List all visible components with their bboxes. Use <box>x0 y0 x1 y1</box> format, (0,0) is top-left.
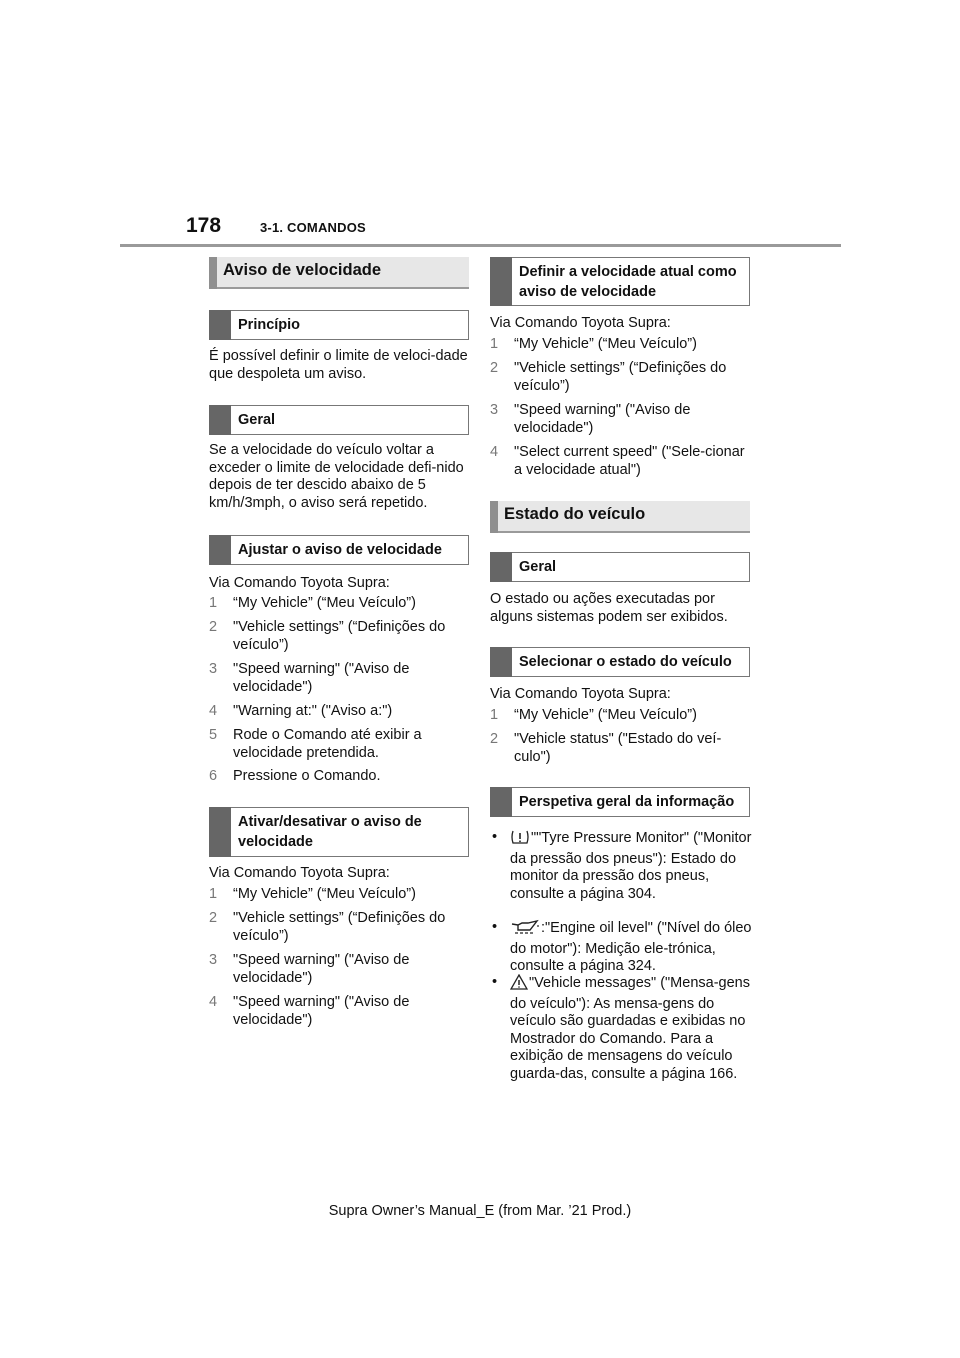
bullet: • <box>492 829 498 845</box>
step-text: "Speed warning" ("Aviso de velocidade") <box>233 994 410 1028</box>
subsection-geral: Geral <box>490 552 750 582</box>
via-text: Via Comando Toyota Supra: <box>209 865 390 881</box>
step-text: "Vehicle settings” (“Definições do veículo”) <box>233 619 446 653</box>
list-item <box>490 336 752 354</box>
oil-can-icon <box>510 919 540 941</box>
list-item <box>209 994 471 1029</box>
step-number: 4 <box>490 444 499 460</box>
list-item <box>490 444 752 479</box>
principio-text: É possível definir o limite de veloci-dade que despoleta um aviso. <box>209 348 468 382</box>
list-item <box>209 619 471 654</box>
chapter-title: 3-1. COMANDOS <box>260 220 366 235</box>
step-number: 2 <box>490 360 499 376</box>
bullet-text: :"Engine oil level" ("Nível do óleo do motor"): Medição ele-trónica, consulte a página 324. <box>510 920 752 974</box>
geral-text: Se a velocidade do veículo voltar a exceder o limite de velocidade defi-nido depois de ter descido abaixo de 5 km/h/3mph, o aviso será repetido. <box>209 442 464 511</box>
list-item <box>490 829 752 903</box>
step-number: 1 <box>490 336 499 352</box>
list-item <box>209 910 471 945</box>
list-item <box>209 703 471 721</box>
via-text: Via Comando Toyota Supra: <box>490 686 671 702</box>
list-item <box>209 595 471 613</box>
section-title-vehicle-status: Estado do veículo <box>490 501 750 533</box>
subsection-set-current-speed: Definir a velocidade atual como aviso de velocidade <box>490 257 750 306</box>
step-number: 1 <box>209 886 218 902</box>
list-item <box>209 886 471 904</box>
bullet-text: "Vehicle messages" ("Mensa-gens do veículo"): As mensa-gens do veículo são guardadas e exibidas no Mostrador do Comando. Para a exibição de mensagens do veículo guarda-das, consulte a página 166. <box>510 975 750 1082</box>
step-text: "Vehicle settings” (“Definições do veículo”) <box>233 910 446 944</box>
via-text: Via Comando Toyota Supra: <box>209 575 390 591</box>
step-number: 1 <box>209 595 218 611</box>
list-item <box>490 360 752 395</box>
step-number: 2 <box>209 619 218 635</box>
subsection-principio: Princípio <box>209 310 469 340</box>
step-text: "Speed warning" ("Aviso de velocidade") <box>233 952 410 986</box>
step-number: 4 <box>209 703 218 719</box>
subsection-select-vehicle-status: Selecionar o estado do veículo <box>490 647 750 677</box>
list-item <box>490 731 752 766</box>
step-number: 6 <box>209 768 218 784</box>
list-item <box>209 727 471 762</box>
bullet-text: ""Tyre Pressure Monitor" ("Monitor da pressão dos pneus"): Estado do monitor da pressão dos pneus, consulte a página 304. <box>510 830 752 902</box>
footer-text: Supra Owner’s Manual_E (from Mar. ’21 Prod.) <box>328 1203 632 1219</box>
step-text: “My Vehicle” (“Meu Veículo”) <box>514 707 697 723</box>
step-text: "Select current speed" ("Sele-cionar a velocidade atual") <box>514 444 745 478</box>
list-item <box>490 919 752 976</box>
page-number: 178 <box>186 214 222 237</box>
step-text: Rode o Comando até exibir a velocidade pretendida. <box>233 727 422 761</box>
step-number: 3 <box>209 952 218 968</box>
geral-text: O estado ou ações executadas por alguns sistemas podem ser exibidos. <box>490 591 728 625</box>
list-item <box>490 402 752 437</box>
list-item <box>209 952 471 987</box>
subsection-geral: Geral <box>209 405 469 435</box>
step-text: "Speed warning" ("Aviso de velocidade") <box>514 402 691 436</box>
step-text: Pressione o Comando. <box>233 768 381 784</box>
subsection-toggle-speed-warning: Ativar/desativar o aviso de velocidade <box>209 807 469 857</box>
step-number: 3 <box>490 402 499 418</box>
bullet: • <box>492 974 498 990</box>
step-text: "Warning at:" ("Aviso a:") <box>233 703 393 719</box>
subsection-adjust-speed-warning: Ajustar o aviso de velocidade <box>209 535 469 565</box>
step-number: 2 <box>209 910 218 926</box>
step-text: "Vehicle status" ("Estado do veí-culo") <box>514 731 722 765</box>
step-text: “My Vehicle” (“Meu Veículo”) <box>514 336 697 352</box>
section-title-speed-warning: Aviso de velocidade <box>209 257 469 289</box>
header-rule <box>120 244 841 247</box>
tyre-pressure-icon <box>510 829 530 851</box>
step-text: “My Vehicle” (“Meu Veículo”) <box>233 595 416 611</box>
step-text: "Vehicle settings” (“Definições do veículo”) <box>514 360 727 394</box>
step-number: 5 <box>209 727 218 743</box>
step-number: 2 <box>490 731 499 747</box>
subsection-info-overview: Perspetiva geral da informação <box>490 787 750 817</box>
list-item <box>209 768 471 786</box>
list-item <box>490 707 752 725</box>
bullet: • <box>492 919 498 935</box>
via-text: Via Comando Toyota Supra: <box>490 315 671 331</box>
step-number: 3 <box>209 661 218 677</box>
list-item <box>490 974 752 1083</box>
step-text: "Speed warning" ("Aviso de velocidade") <box>233 661 410 695</box>
list-item <box>209 661 471 696</box>
step-text: “My Vehicle” (“Meu Veículo”) <box>233 886 416 902</box>
step-number: 4 <box>209 994 218 1010</box>
step-number: 1 <box>490 707 499 723</box>
warning-triangle-icon <box>510 974 528 996</box>
